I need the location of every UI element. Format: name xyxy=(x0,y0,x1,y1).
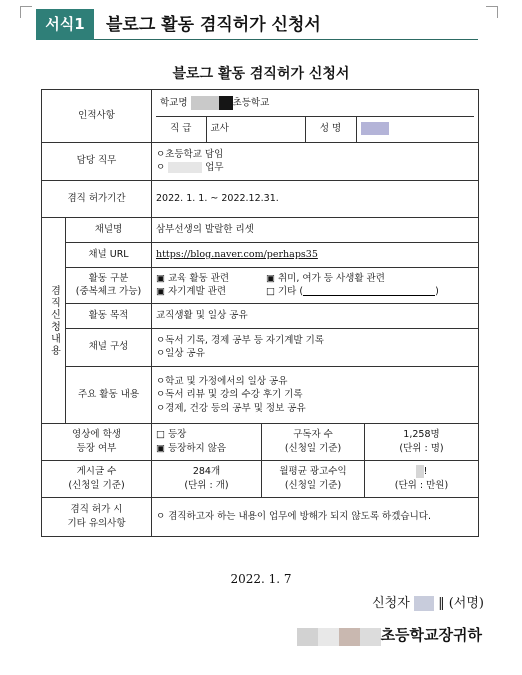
activity-type-options xyxy=(152,268,479,303)
form-header-title: 블로그 활동 겸직허가 신청서 xyxy=(106,15,321,35)
form-header xyxy=(36,9,478,40)
recipient-line xyxy=(297,624,482,646)
subscribers-label: 구독자 수 (신청일 기준) xyxy=(262,424,365,460)
name-redaction xyxy=(361,122,389,135)
applicant-line xyxy=(372,592,484,611)
school-name-label: 학교명 xyxy=(160,97,188,109)
duty-redaction xyxy=(168,162,202,173)
duty-value-cell xyxy=(152,143,479,181)
period-value: 2022. 1. 1. ~ 2022.12.31. xyxy=(152,180,479,218)
activity-option-other[interactable]: □ 기타 ( ) xyxy=(266,286,439,298)
activity-option-education[interactable]: ▣ 교육 활동 관련 xyxy=(156,272,230,284)
row-composition xyxy=(42,328,479,367)
row-duty xyxy=(42,143,479,181)
position-value: 교사 xyxy=(206,116,305,142)
main-activity-line-2: ㅇ독서 리뷰 및 강의 수강 후기 기록 xyxy=(156,389,303,401)
duty-line-2: ㅇ 업무 xyxy=(156,162,224,174)
page-corner-mark-left xyxy=(20,6,32,18)
school-name-redaction xyxy=(191,96,219,110)
recipient-suffix: 초등학교장귀하 xyxy=(380,626,482,644)
applicant-label: 신청자 xyxy=(372,596,410,611)
other-blank-line xyxy=(303,287,435,296)
recipient-school-redaction xyxy=(297,627,381,646)
school-name-cell xyxy=(156,90,474,116)
ad-revenue-redaction xyxy=(416,465,424,478)
posts-label: 게시글 수 (신청일 기준) xyxy=(42,460,152,498)
period-label: 겸직 허가기간 xyxy=(42,180,152,218)
composition-label: 채널 구성 xyxy=(66,328,152,367)
row-purpose xyxy=(42,303,479,328)
application-section-label xyxy=(42,218,66,424)
personal-info-subtable xyxy=(156,90,474,142)
main-activity-value xyxy=(152,367,479,424)
row-channel-url xyxy=(42,243,479,268)
channel-name-value: 삼부선생의 발랄한 리셋 xyxy=(152,218,479,243)
personal-info-label: 인적사항 xyxy=(42,90,152,143)
page-corner-mark-right xyxy=(486,6,498,18)
applicant-name-redaction xyxy=(414,596,434,611)
personal-info-cell xyxy=(152,90,479,143)
row-main-activity xyxy=(42,367,479,424)
school-name-redaction-dark xyxy=(219,96,233,110)
purpose-value: 교직생활 및 일상 공유 xyxy=(152,303,479,328)
application-date: 2022. 1. 7 xyxy=(230,572,292,586)
name-value-cell xyxy=(356,116,474,142)
ad-revenue-label: 월평균 광고수익 (신청일 기준) xyxy=(262,460,365,498)
activity-option-hobby[interactable]: ▣ 취미, 여가 등 사생활 관련 xyxy=(266,272,385,284)
posts-value: 284개 (단위 : 개) xyxy=(152,460,262,498)
channel-name-label: 채널명 xyxy=(66,218,152,243)
row-channel-name xyxy=(42,218,479,243)
appearance-option-not-appear[interactable]: ▣ 등장하지 않음 xyxy=(156,443,227,455)
row-activity-type xyxy=(42,268,479,303)
appearance-label: 영상에 학생 등장 여부 xyxy=(42,424,152,460)
composition-value xyxy=(152,328,479,367)
duty-label: 담당 직무 xyxy=(42,143,152,181)
signature-label: (서명) xyxy=(448,596,484,611)
activity-type-label: 활동 구분 (중복체크 가능) xyxy=(66,268,152,303)
name-label: 성 명 xyxy=(305,116,356,142)
row-appearance-subscribers xyxy=(42,424,479,460)
main-activity-label: 주요 활동 내용 xyxy=(66,367,152,424)
main-activity-line-3: ㅇ경제, 건강 등의 공부 및 정보 공유 xyxy=(156,403,306,415)
document-title: 블로그 활동 겸직허가 신청서 xyxy=(172,66,350,82)
duty-line-1: ㅇ초등학교 담임 xyxy=(156,148,224,160)
channel-url-label: 채널 URL xyxy=(66,243,152,268)
notes-value: ㅇ 겸직하고자 하는 내용이 업무에 방해가 되지 않도록 하겠습니다. xyxy=(152,498,479,537)
appearance-option-appear[interactable]: □ 등장 xyxy=(156,429,187,441)
main-activity-line-1: ㅇ학교 및 가정에서의 일상 공유 xyxy=(156,375,288,387)
notes-label: 겸직 허가 시 기타 유의사항 xyxy=(42,498,152,537)
application-section-text: 겸직신청내용 xyxy=(48,284,60,357)
row-personal-info xyxy=(42,90,479,143)
activity-option-self-development[interactable]: ▣ 자기계발 관련 xyxy=(156,286,227,298)
purpose-label: 활동 목적 xyxy=(66,303,152,328)
applicant-mark: ‖ xyxy=(438,596,445,611)
ad-revenue-value: ! (단위 : 만원) xyxy=(365,460,479,498)
subscribers-value: 1,258명 (단위 : 명) xyxy=(365,424,479,460)
school-name-suffix: 초등학교 xyxy=(232,97,270,109)
channel-url-link[interactable]: https://blog.naver.com/perhaps35 xyxy=(156,249,318,261)
channel-url-cell xyxy=(152,243,479,268)
composition-line-1: ㅇ독서 기록, 경제 공부 등 자기계발 기록 xyxy=(156,334,324,346)
appearance-options xyxy=(152,424,262,460)
position-label: 직 급 xyxy=(156,116,206,142)
row-notes xyxy=(42,498,479,537)
form-number-badge: 서식1 xyxy=(36,9,94,40)
composition-line-2: ㅇ일상 공유 xyxy=(156,348,205,360)
row-period xyxy=(42,180,479,218)
application-form-table xyxy=(41,89,479,537)
row-posts-revenue xyxy=(42,460,479,498)
